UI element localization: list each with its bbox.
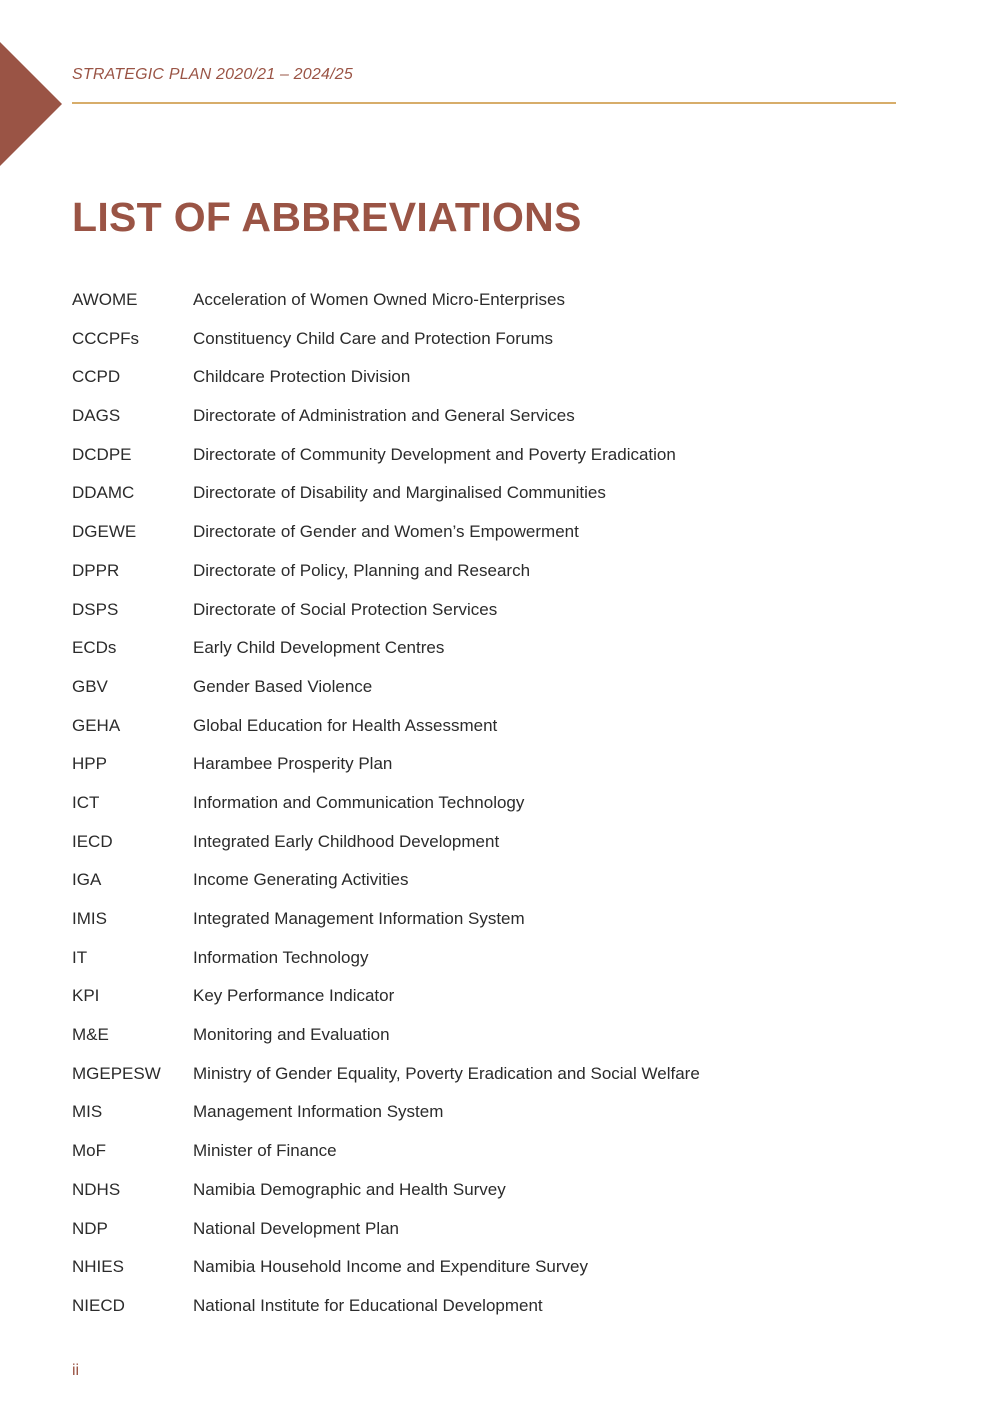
list-item <box>72 869 912 908</box>
abbreviation-term: IECD <box>72 831 113 851</box>
abbreviation-term: ECDs <box>72 638 117 658</box>
abbreviation-definition: Information and Communication Technology <box>193 792 525 812</box>
list-item <box>72 831 912 870</box>
abbreviation-term: MGEPESW <box>72 1063 161 1083</box>
page-title: LIST OF ABBREVIATIONS <box>72 194 582 240</box>
abbreviation-definition: Global Education for Health Assessment <box>193 715 498 735</box>
abbreviation-definition: Namibia Demographic and Health Survey <box>193 1179 506 1199</box>
abbreviation-term: NHIES <box>72 1257 124 1277</box>
abbreviation-term: DSPS <box>72 599 119 619</box>
list-item <box>72 521 912 560</box>
list-item <box>72 405 912 444</box>
abbreviation-definition: Acceleration of Women Owned Micro-Enterprises <box>193 290 565 309</box>
abbreviation-term: DDAMC <box>72 483 135 503</box>
abbreviation-definition: Minister of Finance <box>193 1141 337 1161</box>
abbreviation-definition: Integrated Management Information System <box>193 909 525 928</box>
abbreviation-term: M&E <box>72 1025 109 1045</box>
abbreviation-definition: National Institute for Educational Development <box>193 1295 543 1315</box>
abbreviation-term: GEHA <box>72 715 121 735</box>
abbreviation-definition: Income Generating Activities <box>193 870 409 890</box>
list-item <box>72 637 912 676</box>
abbreviation-term: NIECD <box>72 1295 125 1315</box>
list-item <box>72 947 912 986</box>
list-item <box>72 1218 912 1257</box>
abbreviation-term: HPP <box>72 754 107 774</box>
abbreviation-term: NDHS <box>72 1179 121 1199</box>
abbreviation-definition: Key Performance Indicator <box>193 986 395 1006</box>
list-item <box>72 482 912 521</box>
list-item <box>72 1063 912 1102</box>
list-item <box>72 328 912 367</box>
abbreviation-term: CCPD <box>72 367 121 387</box>
abbreviation-term: DAGS <box>72 406 121 426</box>
list-item <box>72 676 912 715</box>
header-title: STRATEGIC PLAN 2020/21 – 2024/25 <box>72 66 353 83</box>
abbreviation-definition: Management Information System <box>193 1102 444 1122</box>
abbreviation-definition: Directorate of Community Development and Poverty Eradication <box>193 444 676 464</box>
corner-arrow-decoration <box>0 42 62 166</box>
abbreviation-definition: Early Child Development Centres <box>193 638 445 658</box>
abbreviation-definition: Directorate of Disability and Marginalised Communities <box>193 483 606 503</box>
abbreviation-term: DGEWE <box>72 522 137 542</box>
abbreviation-term: GBV <box>72 676 108 696</box>
abbreviation-term: DCDPE <box>72 444 132 464</box>
abbreviation-definition: Directorate of Gender and Women’s Empowerment <box>193 522 579 542</box>
abbreviation-definition: Constituency Child Care and Protection Forums <box>193 328 553 348</box>
list-item <box>72 1101 912 1140</box>
abbreviation-term: MIS <box>72 1102 103 1122</box>
abbreviation-definition: Directorate of Social Protection Services <box>193 599 498 619</box>
list-item <box>72 715 912 754</box>
abbreviation-definition: Harambee Prosperity Plan <box>193 754 393 774</box>
list-item <box>72 1024 912 1063</box>
list-item <box>72 908 912 947</box>
abbreviation-term: CCCPFs <box>72 328 140 348</box>
page-number: ii <box>72 1362 80 1379</box>
abbreviation-term: ICT <box>72 792 100 812</box>
abbreviation-term: NDP <box>72 1218 108 1238</box>
abbreviation-term: IGA <box>72 870 102 890</box>
abbreviation-term: IMIS <box>72 909 107 928</box>
abbreviation-definition: Namibia Household Income and Expenditure Survey <box>193 1257 589 1277</box>
abbreviation-definition: Gender Based Violence <box>193 676 373 696</box>
abbreviation-definition: Integrated Early Childhood Development <box>193 831 500 851</box>
abbreviation-definition: Childcare Protection Division <box>193 367 411 387</box>
list-item <box>72 366 912 405</box>
abbreviation-definition: National Development Plan <box>193 1218 400 1238</box>
abbreviation-term: AWOME <box>72 290 138 309</box>
list-item <box>72 1295 912 1334</box>
abbreviation-definition: Directorate of Administration and General Services <box>193 406 575 426</box>
list-item <box>72 753 912 792</box>
list-item <box>72 289 912 328</box>
abbreviation-term: IT <box>72 947 88 967</box>
list-item <box>72 792 912 831</box>
abbreviation-definition: Information Technology <box>193 947 369 967</box>
list-item <box>72 1140 912 1179</box>
abbreviation-definition: Directorate of Policy, Planning and Research <box>193 560 531 580</box>
list-item <box>72 599 912 638</box>
list-item <box>72 1179 912 1218</box>
abbreviation-term: DPPR <box>72 560 120 580</box>
abbreviation-definition: Ministry of Gender Equality, Poverty Eradication and Social Welfare <box>193 1063 700 1083</box>
abbreviations-list <box>72 289 912 1334</box>
list-item <box>72 985 912 1024</box>
abbreviation-term: MoF <box>72 1141 106 1161</box>
list-item <box>72 1256 912 1295</box>
list-item <box>72 444 912 483</box>
abbreviation-term: KPI <box>72 986 100 1006</box>
list-item <box>72 560 912 599</box>
abbreviation-definition: Monitoring and Evaluation <box>193 1025 390 1045</box>
header-divider <box>72 102 896 104</box>
